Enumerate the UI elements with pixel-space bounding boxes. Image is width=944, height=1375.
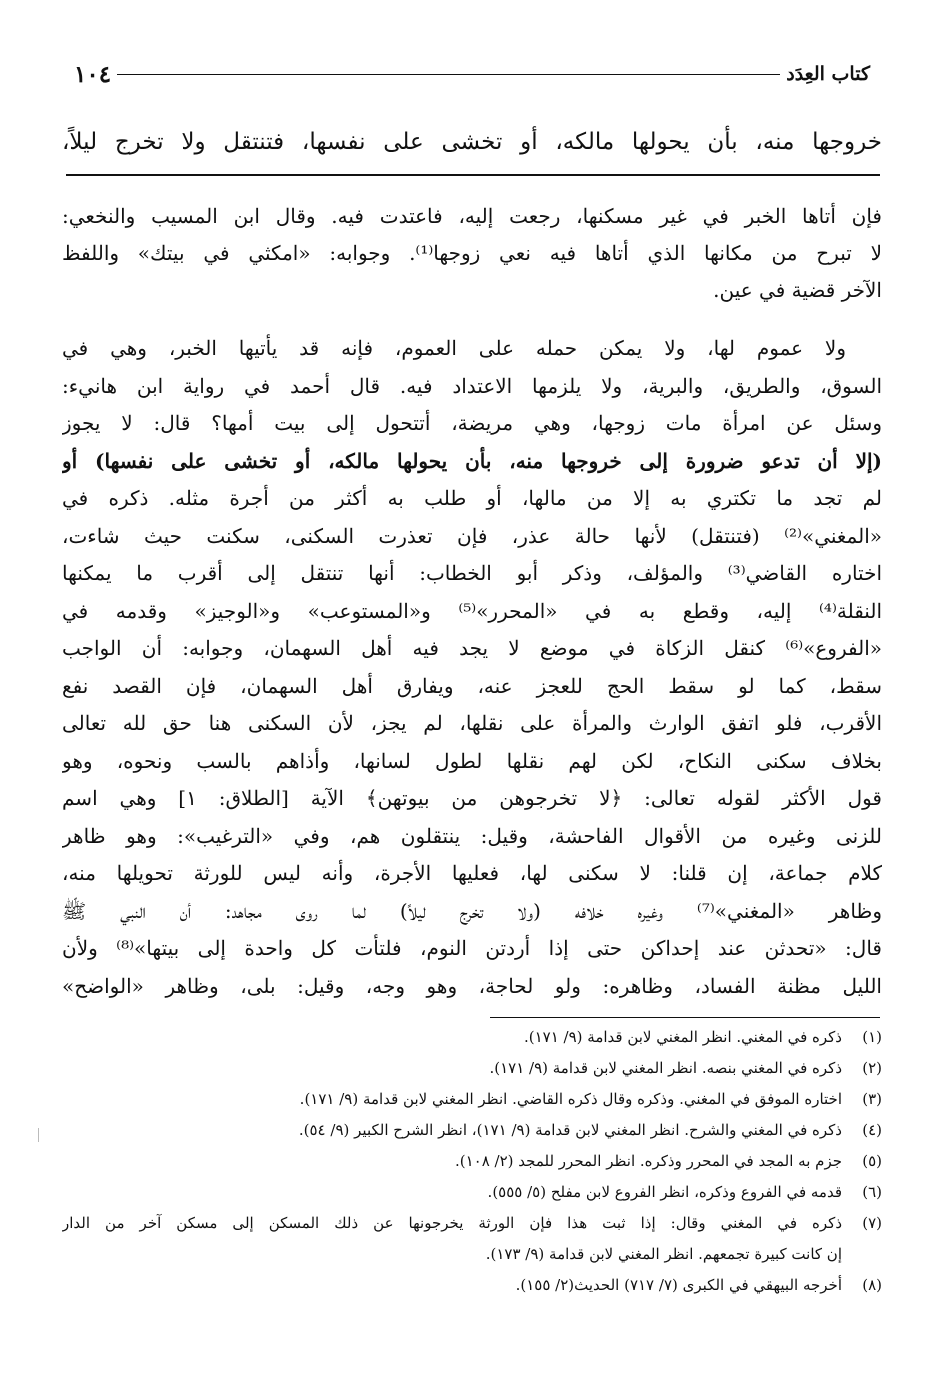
footnote-number: (٢) [862, 1059, 882, 1077]
footnote-number: (٧) [862, 1214, 882, 1232]
text-line: فإن أتاها الخبر في غير مسكنها، رجعت إليه، فاعتدت فيه. وقال ابن المسيب والنخعي: [62, 204, 882, 228]
footnote-number: (٣) [862, 1090, 882, 1108]
footnote-text: اختاره الموفق في المغني. وذكره وقال ذكره القاضي. انظر المغني لابن قدامة (٩/ ١٧١). [299, 1090, 842, 1108]
footnote-text: قدمه في الفروع وذكره، انظر الفروع لابن مفلح (٥/ ٥٥٥). [487, 1183, 842, 1201]
text-line: الليل مظنة الفساد، وظاهره: ولو لحاجة، وهو وجه، وقيل: بلى، وظاهر «الواضح» [62, 973, 882, 998]
footnote-text: أخرجه البيهقي في الكبرى (٧/ ٧١٧) الحديث(٢/ ١٥٥). [515, 1276, 842, 1294]
page-number: ١٠٤ [74, 60, 112, 88]
footnote-number: (٦) [862, 1183, 882, 1201]
footnote-3 [62, 1084, 882, 1115]
text-line: النقلة⁽⁴⁾ إليه، وقطع به في «المحرر»⁽⁵⁾ و«المستوعب» و«الوجيز» وقدمه في [62, 598, 882, 623]
footnote-5 [62, 1146, 882, 1177]
text-line: اختاره القاضي⁽³⁾ والمؤلف، وذكر أبو الخطاب: أنها تنتقل إلى أقرب ما يمكنها [62, 561, 882, 585]
footnote-number: (١) [862, 1028, 882, 1046]
text-line: للزنى وغيره من الأقوال الفاحشة، وقيل: ينتقلون هم، وفي «الترغيب»: وهو ظاهر [62, 823, 882, 848]
footnote-text: إن كانت كبيرة تجمعهم. انظر المغني لابن قدامة (٩/ ١٧٣). [485, 1245, 842, 1263]
commentary-paragraph-2 [62, 330, 882, 1005]
text-line: السوق، والطريق، والبرية، ولا يلزمها الاعتداد فيه. قال أحمد في رواية ابن هانيء: [62, 373, 882, 398]
text-line: قال: «تحدثن عند إحداكن حتى إذا أردتن النوم، فلتأت كل واحدة إلى بيتها»⁽⁸⁾ ولأن [62, 936, 882, 960]
footnote-text: ذكره في المغني والشرح. انظر المغني لابن قدامة (٩/ ١٧١)، انظر الشرح الكبير (٩/ ٥٤). [298, 1121, 842, 1139]
footnote-number: (٨) [862, 1276, 882, 1294]
footnote-2 [62, 1053, 882, 1084]
main-text-line: خروجها منه، بأن يحولها مالكه، أو تخشى على نفسها، فتنتقل ولا تخرج ليلاً، [62, 129, 882, 155]
footnote-text: جزم به المجد في المحرر وذكره. انظر المحرر للمجد (٢/ ١٠٨). [454, 1152, 842, 1170]
text-divider [66, 174, 880, 176]
footnote-4 [62, 1115, 882, 1146]
footnote-text: ذكره في المغني وقال: إذا ثبت هذا فإن الورثة يخرجونها عن ذلك المسكن إلى مسكن آخر من الدار [62, 1214, 842, 1232]
footnote-7 [62, 1208, 882, 1270]
footnote-text: ذكره في المغني. انظر المغني لابن قدامة (٩/ ١٧١). [523, 1028, 842, 1046]
text-line: وظاهر «المغني»⁽⁷⁾ وغيره خلافه (ولا تخرج ليلاً) لما روى مجاهد: أن النبي ﷺ [62, 898, 882, 923]
text-line: قول الأكثر لقوله تعالى: ﴿لا تخرجوهن من بيوتهن﴾ الآية [الطلاق: ١] وهي اسم [62, 786, 882, 810]
text-line: الأقرب، فلو اتفق الوارث والمرأة على نقلها، لم يجز، لأن السكنى هنا حق لله تعالى [62, 711, 882, 735]
text-line: سقط، كما لو سقط الحج للعجز عنه، ويفارق أهل السهمان، فإن القصد نفع [62, 673, 882, 698]
text-line: ولا عموم لها، ولا يمكن حمله على العموم، فإنه قد يأتيها الخبر، وهي في [62, 336, 846, 360]
book-title: كتاب العِدَد [786, 63, 870, 85]
text-line: (إلا أن تدعو ضرورة إلى خروجها منه، بأن يحولها مالكه، أو تخشى على نفسها) أو [62, 448, 882, 473]
footnote-rule [490, 1017, 880, 1018]
scan-mark [38, 1128, 39, 1142]
text-line: «الفروع»⁽⁶⁾ كنقل الزكاة في موضع لا يجد فيه أهل السهمان، وجوابه: أن الواجب [62, 636, 882, 660]
footnotes [62, 1022, 882, 1301]
footnote-8 [62, 1270, 882, 1301]
footnote-number: (٥) [862, 1152, 882, 1170]
footnote-6 [62, 1177, 882, 1208]
text-line: بخلاف سكنى النكاح، لكن لهم نقلها لطول لسانها، وأذاهم بالسب ونحوه، وهو [62, 748, 882, 773]
running-header [62, 58, 882, 90]
footnote-1 [62, 1022, 882, 1053]
text-line: الآخر قضية في عين. [713, 278, 882, 302]
commentary-paragraph-1 [62, 198, 882, 309]
text-line: لم تجد ما تكتري به إلا من مالها، أو طلب به أكثر من أجرة مثله. ذكره في [62, 486, 882, 510]
text-line: لا تبرح من مكانها الذي أتاها فيه نعي زوجها⁽¹⁾. وجوابه: «امكثي في بيتك» واللفظ [62, 241, 882, 265]
text-line: «المغني»⁽²⁾ (فتنتقل) لأنها حالة عذر، فإن تعذرت السكنى، سكنت حيث شاءت، [62, 523, 882, 548]
header-rule [117, 74, 780, 75]
footnote-text: ذكره في المغني بنصه. انظر المغني لابن قدامة (٩/ ١٧١). [489, 1059, 842, 1077]
text-line: وسئل عن امرأة مات زوجها، وهي مريضة، أتتحول إلى بيت أمها؟ قال: لا يجوز [62, 411, 882, 435]
footnote-number: (٤) [862, 1121, 882, 1139]
text-line: كلام جماعة، إن قلنا: لا سكنى لها، فعليها الأجرة، وأنه ليس للورثة تحويلها منه، [62, 861, 882, 885]
